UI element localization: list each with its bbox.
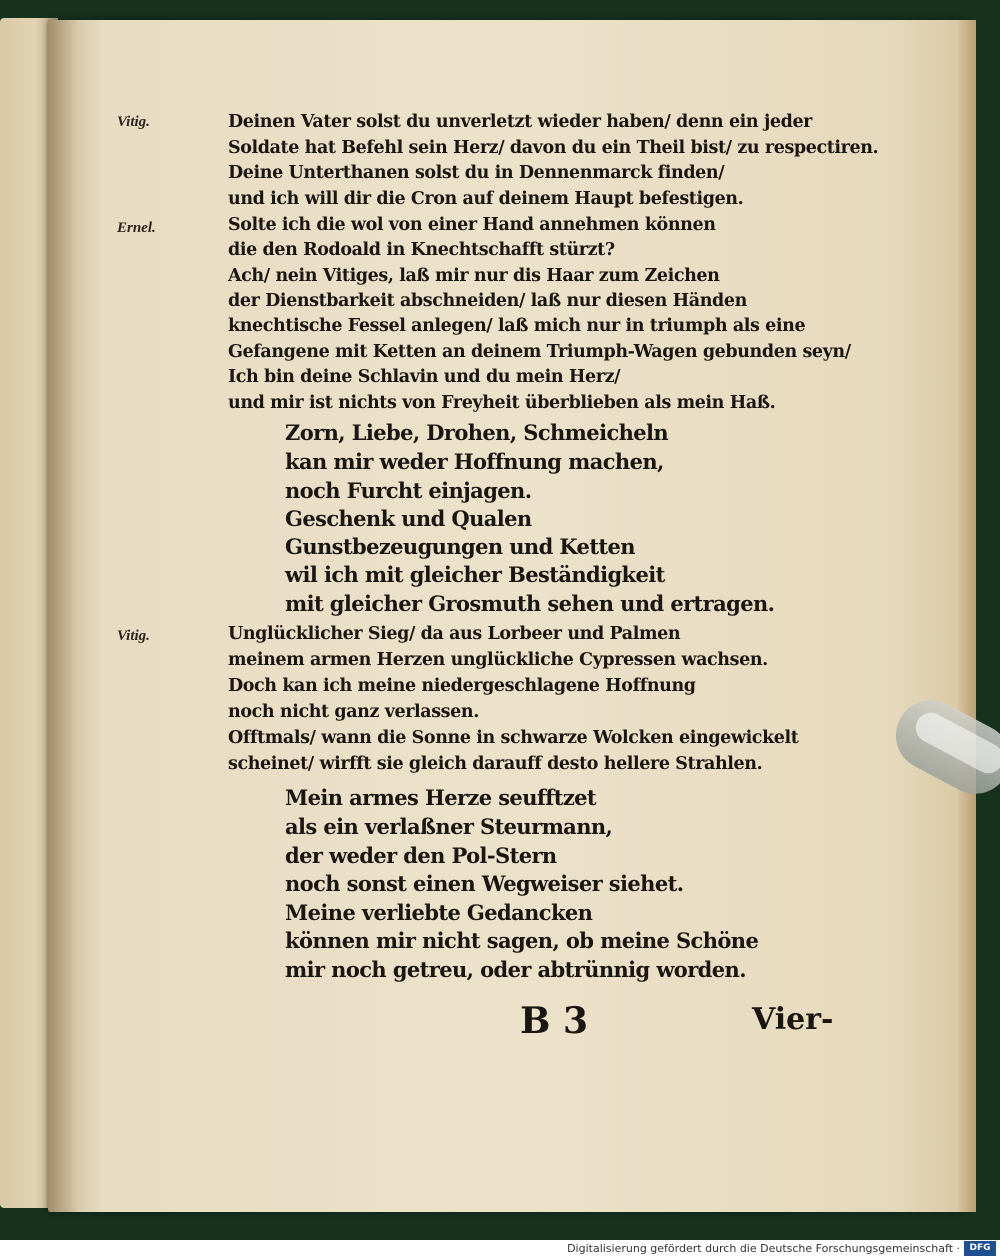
footer-credit: Digitalisierung gefördert durch die Deutsche Forschungsgemeinschaft ·: [567, 1242, 960, 1255]
verse-line: der weder den Pol-Stern: [285, 843, 557, 868]
verse-line: Meine verliebte Gedancken: [285, 900, 593, 925]
text-line: Soldate hat Befehl sein Herz/ davon du ein Theil bist/ zu respectiren.: [228, 138, 879, 158]
text-line: Deine Unterthanen solst du in Dennenmarck finden/: [228, 163, 725, 183]
verse-line: noch Furcht einjagen.: [285, 478, 532, 503]
verse-line: kan mir weder Hoffnung machen,: [285, 449, 664, 474]
text-line: noch nicht ganz verlassen.: [228, 702, 479, 722]
verse-line: mir noch getreu, oder abtrünnig worden.: [285, 957, 746, 982]
text-line: Gefangene mit Ketten an deinem Triumph-Wagen gebunden seyn/: [228, 342, 851, 362]
verse-line: können mir nicht sagen, ob meine Schöne: [285, 928, 759, 953]
verse-line: als ein verlaßner Steurmann,: [285, 814, 613, 839]
text-line: Solte ich die wol von einer Hand annehmen können: [228, 215, 716, 235]
dfg-logo-icon: DFG: [964, 1241, 996, 1256]
speaker-label: Vitig.: [117, 114, 150, 130]
verse-line: Mein armes Herze seufftzet: [285, 785, 597, 810]
text-line: Doch kan ich meine niedergeschlagene Hoffnung: [228, 676, 696, 696]
text-line: die den Rodoald in Knechtschafft stürzt?: [228, 240, 615, 260]
speaker-label: Ernel.: [117, 220, 156, 236]
catchword: Vier-: [752, 1002, 834, 1037]
text-line: Offtmals/ wann die Sonne in schwarze Wolcken eingewickelt: [228, 728, 799, 748]
text-line: Ich bin deine Schlavin und du mein Herz/: [228, 367, 621, 387]
verse-line: mit gleicher Grosmuth sehen und ertragen.: [285, 591, 775, 616]
verse-line: Gunstbezeugungen und Ketten: [285, 534, 635, 559]
text-line: Unglücklicher Sieg/ da aus Lorbeer und Palmen: [228, 624, 681, 644]
verse-line: Zorn, Liebe, Drohen, Schmeicheln: [285, 420, 669, 445]
text-line: scheinet/ wirfft sie gleich darauff desto hellere Strahlen.: [228, 754, 763, 774]
text-line: und mir ist nichts von Freyheit überblieben als mein Haß.: [228, 393, 776, 413]
verse-line: noch sonst einen Wegweiser siehet.: [285, 871, 684, 896]
verse-line: wil ich mit gleicher Beständigkeit: [285, 562, 665, 587]
signature-mark: B 3: [520, 1000, 589, 1042]
text-line: und ich will dir die Cron auf deinem Haupt befestigen.: [228, 189, 744, 209]
text-line: knechtische Fessel anlegen/ laß mich nur in triumph als eine: [228, 316, 806, 336]
text-line: Ach/ nein Vitiges, laß mir nur dis Haar zum Zeichen: [228, 266, 720, 286]
verse-line: Geschenk und Qualen: [285, 506, 532, 531]
text-line: meinem armen Herzen unglückliche Cypressen wachsen.: [228, 650, 768, 670]
speaker-label: Vitig.: [117, 628, 150, 644]
text-line: der Dienstbarkeit abschneiden/ laß nur diesen Händen: [228, 291, 747, 311]
text-line: Deinen Vater solst du unverletzt wieder haben/ denn ein jeder: [228, 112, 813, 132]
